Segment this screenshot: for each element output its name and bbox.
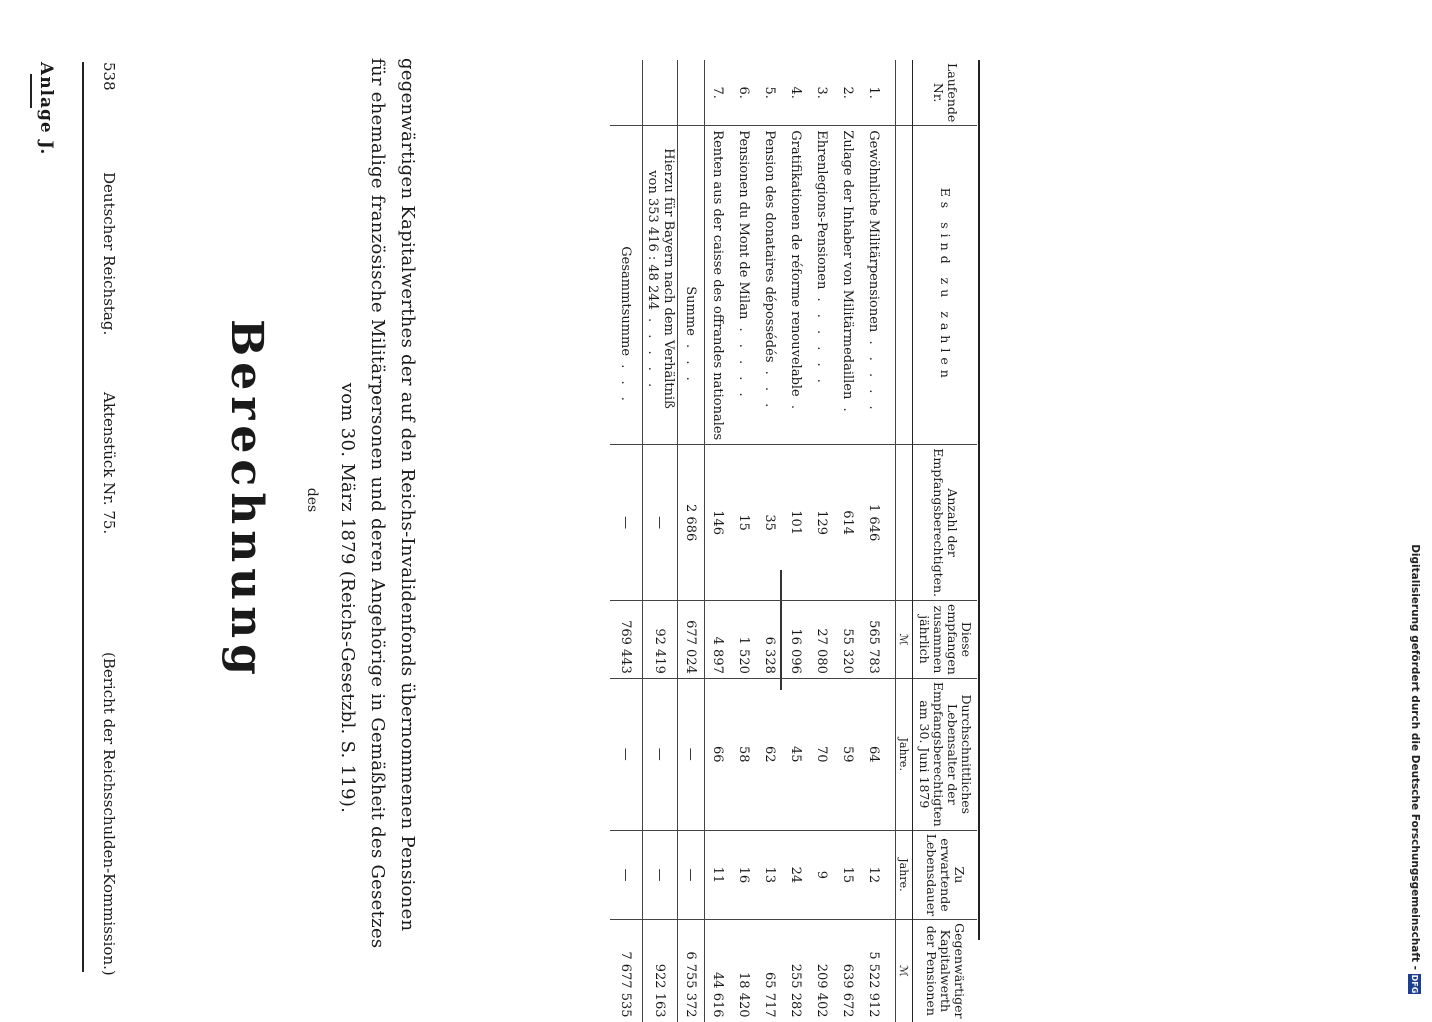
unit-mark: ℳ [896,920,913,1022]
leader-dots: . [788,396,804,414]
header-capital-value: Gegenwärtiger Kapitalwerth der Pensionen [913,920,978,1022]
row-life-expectancy: 9 [809,830,835,919]
row-average-age: 45 [783,678,809,830]
row-life-expectancy: 15 [835,830,861,919]
sum-row [678,60,705,1022]
leader-dots: . . . [762,362,778,412]
dfg-logo-icon: DFG [1410,974,1419,994]
title-description [332,58,422,1018]
row-description-text: Gewöhnliche Militärpensionen [866,130,882,333]
grand-total-average-age: — [610,678,643,830]
row-annual-amount: 6 328 [757,601,783,679]
grand-total-label: Gesammtsumme [618,246,634,357]
table-row [861,60,887,1022]
appendix-label: Anlage J. [36,62,56,156]
pension-table-container [610,60,977,1019]
grand-total-label-cell [610,126,643,445]
table-row [783,60,809,1022]
header-annual-amount: Diese empfangen zusammen jährlich [913,601,978,679]
row-average-age: 58 [731,678,757,830]
document-title: Berechnung [221,319,272,681]
row-description: Renten aus der caisse des offrandes nationales [705,126,732,445]
row-average-age: 70 [809,678,835,830]
row-capital-value: 65 717 [762,972,778,1018]
title-connector: des [304,487,320,513]
appendix-underline [30,74,32,108]
bavaria-ratio: von 353 416 : 48 244 [645,170,660,310]
row-description-text: Gratifikationen de réforme renouvelable [788,130,804,397]
row-life-expectancy: 12 [861,830,887,919]
pension-table [610,60,977,1022]
row-capital-value: 639 672 [840,963,856,1018]
row-life-expectancy: 24 [783,830,809,919]
sum-average-age: — [678,678,705,830]
row-number: 7. [705,60,732,126]
running-head [92,62,122,976]
sum-capital-value: 6 755 372 [678,920,705,1022]
report-title: (Bericht der Reichsschulden-Kommission.) [100,652,118,976]
table-header [913,60,978,1022]
bavaria-row [643,60,678,1022]
bavaria-nr-cell [643,60,678,126]
document-number: Aktenstück Nr. 75. [100,392,118,535]
row-annual-amount: 4 897 [705,601,732,679]
sum-label-cell [678,126,705,445]
row-number: 4. [783,60,809,126]
row-annual-amount: 1 520 [731,601,757,679]
row-description [731,126,757,445]
row-count: 1 646 [861,445,887,601]
table-row [705,60,732,1022]
dfg-credit-text: Digitalisierung gefördert durch die Deutsche Forschungsgemeinschaft - [1409,544,1421,970]
row-annual-amount: 27 080 [809,601,835,679]
row-number: 5. [757,60,783,126]
row-number: 6. [731,60,757,126]
leader-dots: . . . . . [645,309,660,392]
row-count: 614 [835,445,861,601]
unit-cell [896,445,913,601]
row-life-expectancy: 11 [705,830,732,919]
row-annual-amount: 565 783 [861,601,887,679]
description-line-2: für ehemalige französische Militärpersonen und deren Angehörige in Gemäßheit des Gesetzes [367,58,388,949]
row-annual-amount: 16 096 [783,601,809,679]
row-description-text: Zulage der Inhaber von Militärmedaillen [840,130,856,400]
table-row [731,60,757,1022]
row-capital-value: 5 522 912 [866,951,882,1018]
grand-total-annual-amount: 769 443 [610,601,643,679]
unit-years: Jahre. [896,830,913,919]
grand-total-capital-value: 7 677 535 [610,920,643,1022]
table-body [610,60,913,1022]
header-count: Anzahl der Empfangsberechtigten. [913,445,978,601]
row-capital-value: 44 616 [710,972,726,1018]
header-life-expectancy: Zu erwartende Lebensdauer [913,830,978,919]
spacer-row [887,60,896,1022]
unit-row [896,60,913,1022]
leader-dots: . . . . . [866,332,882,414]
bavaria-annual-amount: 92 419 [643,601,678,679]
row-count: 146 [705,445,732,601]
row-capital-value: 18 420 [736,972,752,1018]
row-count: 129 [809,445,835,601]
page-number: 538 [100,62,118,91]
header-nr: Laufende Nr. [913,60,978,126]
unit-years: Jahre. [896,678,913,830]
row-life-expectancy: 16 [731,830,757,919]
row-description [861,126,887,445]
row-capital-value: 209 402 [814,963,830,1018]
bavaria-life-expectancy: — [643,830,678,919]
unit-mark: ℳ [896,601,913,679]
leader-dots: . . . [618,356,634,405]
bavaria-label-line-2 [644,130,660,440]
row-average-age: 59 [835,678,861,830]
row-count: 15 [731,445,757,601]
row-average-age: 64 [861,678,887,830]
row-number: 3. [809,60,835,126]
row-description [757,126,783,445]
row-description-text: Ehrenlegions-Pensionen [814,130,830,290]
row-annual-amount: 55 320 [835,601,861,679]
table-row [835,60,861,1022]
bavaria-average-age: — [643,678,678,830]
header-rule [82,62,84,972]
row-description [783,126,809,445]
header-average-age: Durchschnittliches Lebensalter der Empfangsberechtigten am 30. Juni 1879 [913,678,978,830]
grand-total-count: — [610,445,643,601]
bavaria-label-cell [643,126,678,445]
leader-dots: . . . [683,335,699,385]
leader-dots: . . . . . . [814,289,830,387]
table-row [757,60,783,1022]
row-description-text: Pensionen du Mont de Milan [736,130,752,320]
row-number: 1. [861,60,887,126]
bavaria-count: — [643,445,678,601]
row-capital-value: 255 282 [788,963,804,1018]
row-average-age: 62 [757,678,783,830]
sum-nr-cell [678,60,705,126]
row-average-age: 66 [705,678,732,830]
header-row [913,60,978,1022]
header-description: Es sind zu zahlen [913,126,978,445]
row-life-expectancy: 13 [757,830,783,919]
bavaria-label-line-1: Hierzu für Bayern nach dem Verhältniß [661,148,676,409]
unit-cell [896,60,913,126]
row-description [809,126,835,445]
journal-title: Deutscher Reichstag. [100,172,118,336]
sum-life-expectancy: — [678,830,705,919]
grand-total-life-expectancy: — [610,830,643,919]
digitization-credit [1406,0,1422,1000]
row-count: 35 [757,445,783,601]
row-description [835,126,861,445]
description-line-3: vom 30. März 1879 (Reichs-Gesetzbl. S. 119). [337,382,358,814]
sum-label: Summe [683,286,699,336]
sum-count: 2 686 [678,445,705,601]
table-top-rule [978,60,980,940]
sum-annual-amount: 677 024 [678,601,705,679]
leader-dots: . [840,399,856,416]
row-description-text: Pension des donataires dépossédés [762,130,778,363]
row-number: 2. [835,60,861,126]
bavaria-capital-value: 922 163 [643,920,678,1022]
unit-cell [896,126,913,445]
leader-dots: . . . . . [736,319,752,401]
grand-total-row [610,60,643,1022]
row-count: 101 [783,445,809,601]
table-row [809,60,835,1022]
description-line-1: gegenwärtigen Kapitalwerthes der auf den Reichs-Invalidenfonds übernommenen Pensionen [397,58,418,932]
grand-total-nr-cell [610,60,643,126]
